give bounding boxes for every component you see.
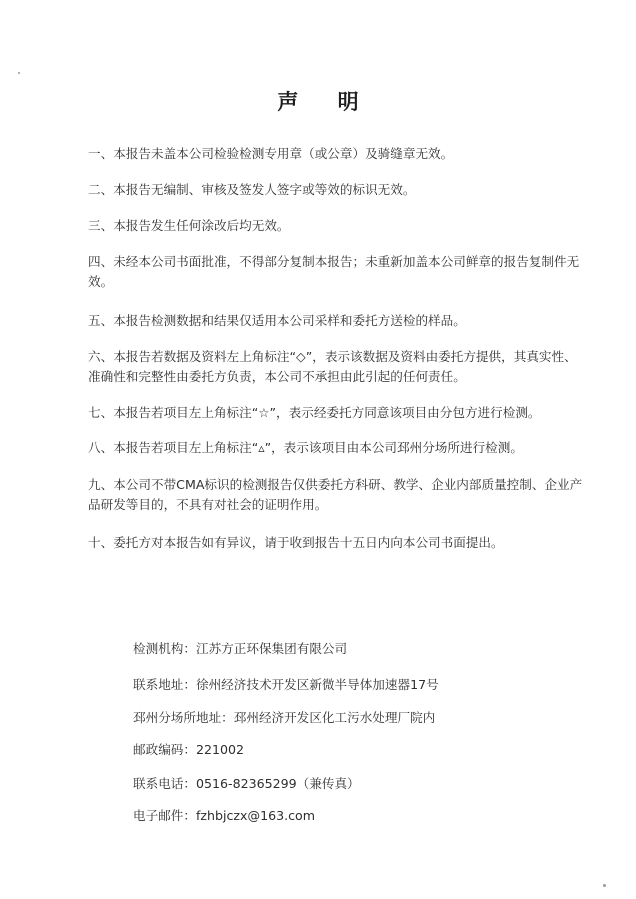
email-value: fzhbjczx@163.com (195, 808, 316, 823)
address-label: 联系地址： (133, 677, 196, 692)
clause-1: 一、本报告未盖本公司检验检测专用章（或公章）及骑缝章无效。 (88, 146, 454, 161)
clause-9: 九、本公司不带CMA标识的检测报告仅供委托方科研、教学、企业内部质量控制、企业产品研发等目的，不具有对社会的证明作用。 (88, 477, 583, 512)
scan-speck (18, 72, 20, 74)
clause-2: 二、本报告无编制、审核及签发人签字或等效的标识无效。 (88, 182, 416, 197)
branch-address-line (133, 709, 593, 727)
clause-5: 五、本报告检测数据和结果仅适用本公司采样和委托方送检的样品。 (88, 313, 466, 328)
postcode-line (133, 741, 593, 759)
institution-value: 江苏方正环保集团有限公司 (195, 641, 348, 656)
clause-7: 七、本报告若项目左上角标注“☆”，表示经委托方同意该项目由分包方进行检测。 (88, 405, 541, 420)
phone-value: 0516-82365299（兼传真） (195, 776, 360, 791)
email-label: 电子邮件： (133, 808, 196, 823)
institution-line (133, 640, 593, 658)
phone-label: 联系电话： (133, 776, 196, 791)
scan-speck (603, 884, 606, 887)
address-line (133, 676, 593, 694)
clause-8: 八、本报告若项目左上角标注“▵”，表示该项目由本公司邳州分场所进行检测。 (88, 440, 523, 455)
institution-label: 检测机构： (133, 641, 196, 656)
email-line (133, 807, 593, 825)
branch-address-value: 邳州经济开发区化工污水处理厂院内 (233, 710, 436, 725)
postcode-label: 邮政编码： (133, 742, 196, 757)
branch-address-label: 邳州分场所地址： (133, 710, 234, 725)
address-value: 徐州经济技术开发区新微半导体加速器17号 (195, 677, 439, 692)
clause-6: 六、本报告若数据及资料左上角标注“◇”，表示该数据及资料由委托方提供，其真实性、准确性和完整性由委托方负责，本公司不承担由此引起的任何责任。 (88, 349, 577, 384)
phone-line (133, 775, 593, 793)
clause-10: 十、委托方对本报告如有异议，请于收到报告十五日内向本公司书面提出。 (88, 535, 504, 550)
clause-3: 三、本报告发生任何涂改后均无效。 (88, 218, 290, 233)
page-title: 声 明 (277, 90, 375, 114)
clause-4: 四、未经本公司书面批准，不得部分复制本报告；未重新加盖本公司鲜章的报告复制件无效。 (88, 254, 580, 289)
postcode-value: 221002 (195, 742, 245, 757)
